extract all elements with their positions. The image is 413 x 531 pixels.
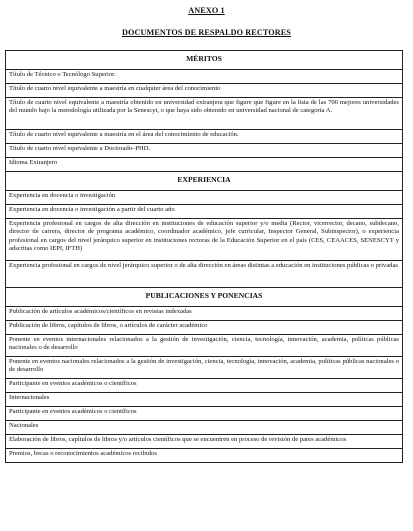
- section-header: EXPERIENCIA: [6, 172, 403, 191]
- table-row: [6, 70, 403, 84]
- table-row: [6, 144, 403, 158]
- requirement-text: Participante en eventos académicos o científicos: [6, 379, 403, 393]
- requirement-text: Participante en eventos académicos o científicos: [6, 407, 403, 421]
- requirement-text: Título de Técnico o Tecnólogo Superior.: [6, 70, 403, 84]
- table-row: [6, 379, 403, 393]
- table-row: [6, 435, 403, 449]
- requirement-text: Publicación de libros, capítulos de libros, o artículos de carácter académico: [6, 321, 403, 335]
- table-row: [6, 130, 403, 144]
- requirement-text: Elaboración de libros, capítulos de libros y/o artículos científicos que se encuentren en proceso de revisión de pares académicos: [6, 435, 403, 449]
- table-row: [6, 261, 403, 288]
- table-row: [6, 191, 403, 205]
- annex-title: ANEXO 1: [188, 6, 225, 15]
- table-row: [6, 98, 403, 130]
- table-row: [6, 449, 403, 463]
- requirement-text: Título de cuarto nivel equivalente a Doctorado–PHD.: [6, 144, 403, 158]
- section-header: PUBLICACIONES Y PONENCIAS: [6, 288, 403, 307]
- requirement-text: Experiencia en docencia o investigación a partir del cuarto año: [6, 205, 403, 219]
- section-header-row: [6, 288, 403, 307]
- table-row: [6, 307, 403, 321]
- section-header: MÉRITOS: [6, 51, 403, 70]
- table-row: [6, 205, 403, 219]
- section-header-row: [6, 51, 403, 70]
- table-row: [6, 219, 403, 261]
- table-row: [6, 393, 403, 407]
- requirement-text: Internacionales: [6, 393, 403, 407]
- requirement-text: Ponente en eventos internacionales relacionados a la gestión de investigación, ciencia, tecnología, innovación, academia, políticas públicas nacionales o de desarrollo: [6, 335, 403, 357]
- requirement-text: Experiencia en docencia o investigación: [6, 191, 403, 205]
- table-row: [6, 407, 403, 421]
- table-row: [6, 335, 403, 357]
- document-subtitle: DOCUMENTOS DE RESPALDO RECTORES: [122, 28, 291, 37]
- requirement-text: Título de cuarto nivel equivalente a maestría en cualquier área del conocimiento: [6, 84, 403, 98]
- table-row: [6, 321, 403, 335]
- requirement-text: Nacionales: [6, 421, 403, 435]
- requirement-text: Publicación de artículos académicos/científicos en revistas indexadas: [6, 307, 403, 321]
- requirement-text: Ponente en eventos nacionales relacionados a la gestión de investigación, ciencia, tecnología, innovación, academia, políticas públicas nacionales o de desarrollo: [6, 357, 403, 379]
- requirement-text: Premios, becas o reconocimientos académicos recibidos: [6, 449, 403, 463]
- section-header-row: [6, 172, 403, 191]
- requirement-text: Título de cuarto nivel equivalente a maestría en el área del conocimiento de educación.: [6, 130, 403, 144]
- requirement-text: Título de cuarto nivel equivalente a maestría obtenido en universidad extranjera que figure que figure en la lista de las 700 mejores universidades del mundo bajo la metodología utilizada por la Senescyt, o que haya sido obtenido en universidad nacional de categoría A.: [6, 98, 403, 130]
- requirements-table: [5, 50, 403, 463]
- table-row: [6, 357, 403, 379]
- table-row: [6, 421, 403, 435]
- requirement-text: Experiencia profesional en cargos de alta dirección en instituciones de educación superior y/o media (Rector, vicerrector, decano, subdecano, director de carrera, director de programa académico, coordinador académico, jefe curricular, Inspector General, Subinspector), o experiencia profesional en cargos del nivel jerárquico superior en instituciones rectoras de la Educación Superior en el país (CES, CEAACES, SENESCYT y adscritas como IEPI, IFTH): [6, 219, 403, 261]
- table-row: [6, 158, 403, 172]
- table-row: [6, 84, 403, 98]
- requirement-text: Idioma Extranjero: [6, 158, 403, 172]
- requirement-text: Experiencia profesional en cargos de nivel jerárquico superior o de alta dirección en áreas distintas a educación en instituciones públicas o privadas: [6, 261, 403, 288]
